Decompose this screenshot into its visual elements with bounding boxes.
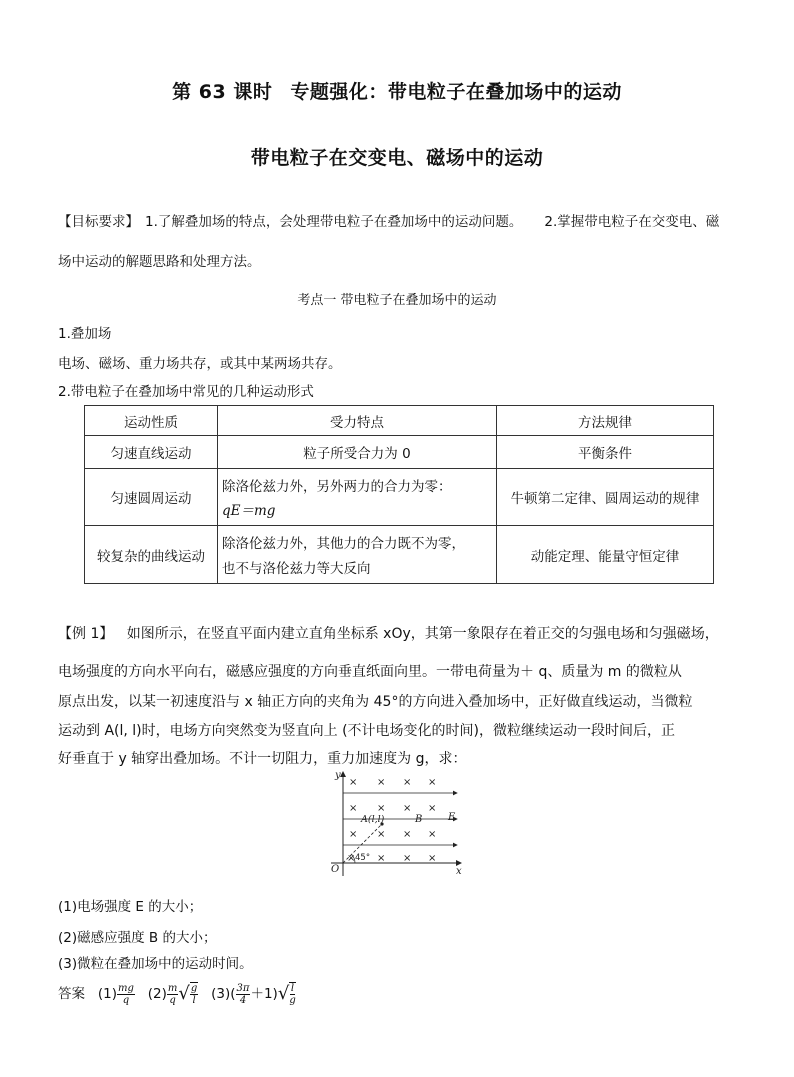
fraction-numerator: l (290, 983, 295, 994)
motion-cell: 较复杂的曲线运动 (85, 526, 218, 584)
fraction-denominator: q (122, 994, 130, 1006)
kaodian-heading: 考点一 带电粒子在叠加场中的运动 (297, 293, 497, 308)
fraction-numerator: mg (118, 982, 134, 994)
method-cell: 动能定理、能量守恒定律 (497, 526, 714, 584)
table-header-row (85, 406, 714, 436)
answer-1-prefix: (1) (97, 986, 117, 1002)
motion-cell: 匀速圆周运动 (85, 469, 218, 526)
question-2: (2)磁感应强度 B 的大小； (58, 930, 217, 946)
b-field-mark: × (428, 777, 437, 788)
section-1-heading: 1.叠加场 (58, 326, 112, 342)
answer-1-fraction (117, 983, 135, 1006)
motion-forms-table (84, 405, 714, 584)
b-label: B (415, 814, 423, 825)
example-tag: 【例 1】 (58, 626, 114, 642)
radicand-fraction (190, 982, 198, 1006)
fraction-denominator: l (192, 995, 196, 1006)
table-row (85, 436, 714, 469)
b-field-mark: × (403, 777, 412, 788)
radicand-fraction (289, 982, 295, 1006)
b-field-mark: × (403, 803, 412, 814)
table-header-cell: 方法规律 (497, 406, 714, 436)
objective-1: 1.了解叠加场的特点，会处理带电粒子在叠加场中的运动问题。 (145, 214, 523, 230)
answer-label: 答案 (58, 986, 85, 1002)
radical-sign-icon: √ (178, 983, 190, 1004)
example-line-3: 原点出发，以某一初速度沿与 x 轴正方向的夹角为 45°的方向进入叠加场中，正好做直线运动，当微粒 (58, 694, 693, 710)
answer-line (58, 982, 296, 1006)
force-line-2: 也不与洛伦兹力等大反向 (222, 561, 371, 577)
force-cell (218, 526, 497, 584)
example-line-4: 运动到 A(l, l)时，电场方向突然变为竖直向上 (不计电场变化的时间)，微粒继续运动一段时间后，正 (58, 723, 676, 739)
answer-2-prefix: (2) (147, 986, 167, 1002)
lesson-number: 第 63 课时 (172, 81, 273, 103)
b-field-mark: × (403, 853, 412, 864)
answer-3-prefix: (3)( (211, 986, 236, 1002)
answer-3-sqrt (278, 982, 296, 1006)
origin-label: O (331, 864, 340, 875)
b-field-mark: × (377, 803, 386, 814)
objectives-line-1 (58, 210, 719, 230)
b-field-mark: × (428, 803, 437, 814)
force-line-1: 除洛伦兹力外，另外两力的合力为零： (222, 479, 452, 495)
section-2-heading: 2.带电粒子在叠加场中常见的几种运动形式 (58, 384, 314, 400)
section-1-body: 电场、磁场、重力场共存，或其中某两场共存。 (58, 356, 342, 372)
objective-2-start: 2.掌握带电粒子在交变电、磁 (544, 214, 720, 230)
fraction-numerator: m (167, 982, 178, 994)
fraction-denominator: 4 (239, 994, 247, 1006)
b-field-mark: × (377, 777, 386, 788)
page-subtitle: 带电粒子在交变电、磁场中的运动 (250, 147, 544, 169)
force-equation: qE＝mg (222, 503, 276, 519)
example-text: 如图所示，在竖直平面内建立直角坐标系 xOy，其第一象限存在着正交的匀强电场和匀强磁场， (126, 626, 719, 642)
b-field-mark: × (347, 853, 356, 864)
objectives-tag: 【目标要求】 (58, 214, 139, 230)
point-a-label: A(l,l) (361, 814, 385, 825)
answer-3-mid: ＋1) (250, 986, 278, 1002)
radical-sign-icon: √ (277, 983, 290, 1004)
table-header-cell: 运动性质 (85, 406, 218, 436)
question-3: (3)微粒在叠加场中的运动时间。 (58, 956, 253, 972)
force-line-1: 除洛伦兹力外，其他力的合力既不为零， (222, 536, 465, 552)
force-cell (218, 469, 497, 526)
angle-label: 45° (355, 853, 371, 863)
table-header-cell: 受力特点 (218, 406, 497, 436)
e-label: E (448, 812, 456, 823)
page-title (0, 77, 794, 104)
example-line-5: 好垂直于 y 轴穿出叠加场。不计一切阻力，重力加速度为 g，求： (58, 751, 467, 767)
fraction-numerator: g (190, 983, 198, 994)
method-cell: 平衡条件 (497, 436, 714, 469)
y-axis-label: y (335, 770, 341, 781)
force-cell: 粒子所受合力为 0 (218, 436, 497, 469)
b-field-mark: × (377, 853, 386, 864)
b-field-mark: × (349, 829, 358, 840)
table-row (85, 469, 714, 526)
example-line-1 (58, 623, 719, 643)
b-field-mark: × (403, 829, 412, 840)
objective-2-end: 场中运动的解题思路和处理方法。 (58, 254, 261, 270)
question-1: (1)电场强度 E 的大小； (58, 899, 203, 915)
answer-2-sqrt (178, 982, 198, 1006)
b-field-mark: × (428, 853, 437, 864)
b-field-mark: × (349, 803, 358, 814)
table-row (85, 526, 714, 584)
fraction-numerator: 3π (236, 982, 250, 994)
method-cell: 牛顿第二定律、圆周运动的规律 (497, 469, 714, 526)
b-field-mark: × (428, 829, 437, 840)
answer-3-fraction (236, 983, 251, 1006)
fraction-denominator: q (169, 994, 176, 1006)
fraction-denominator: g (289, 995, 296, 1006)
example-line-2: 电场强度的方向水平向右，磁感应强度的方向垂直纸面向里。一带电荷量为＋ q、质量为 m 的微粒从 (58, 664, 682, 680)
b-field-mark: × (377, 829, 386, 840)
field-diagram (325, 768, 465, 878)
lesson-topic: 专题强化：带电粒子在叠加场中的运动 (290, 81, 622, 103)
answer-2-fraction (167, 983, 178, 1006)
x-axis-label: x (456, 866, 462, 877)
b-field-mark: × (349, 777, 358, 788)
motion-cell: 匀速直线运动 (85, 436, 218, 469)
